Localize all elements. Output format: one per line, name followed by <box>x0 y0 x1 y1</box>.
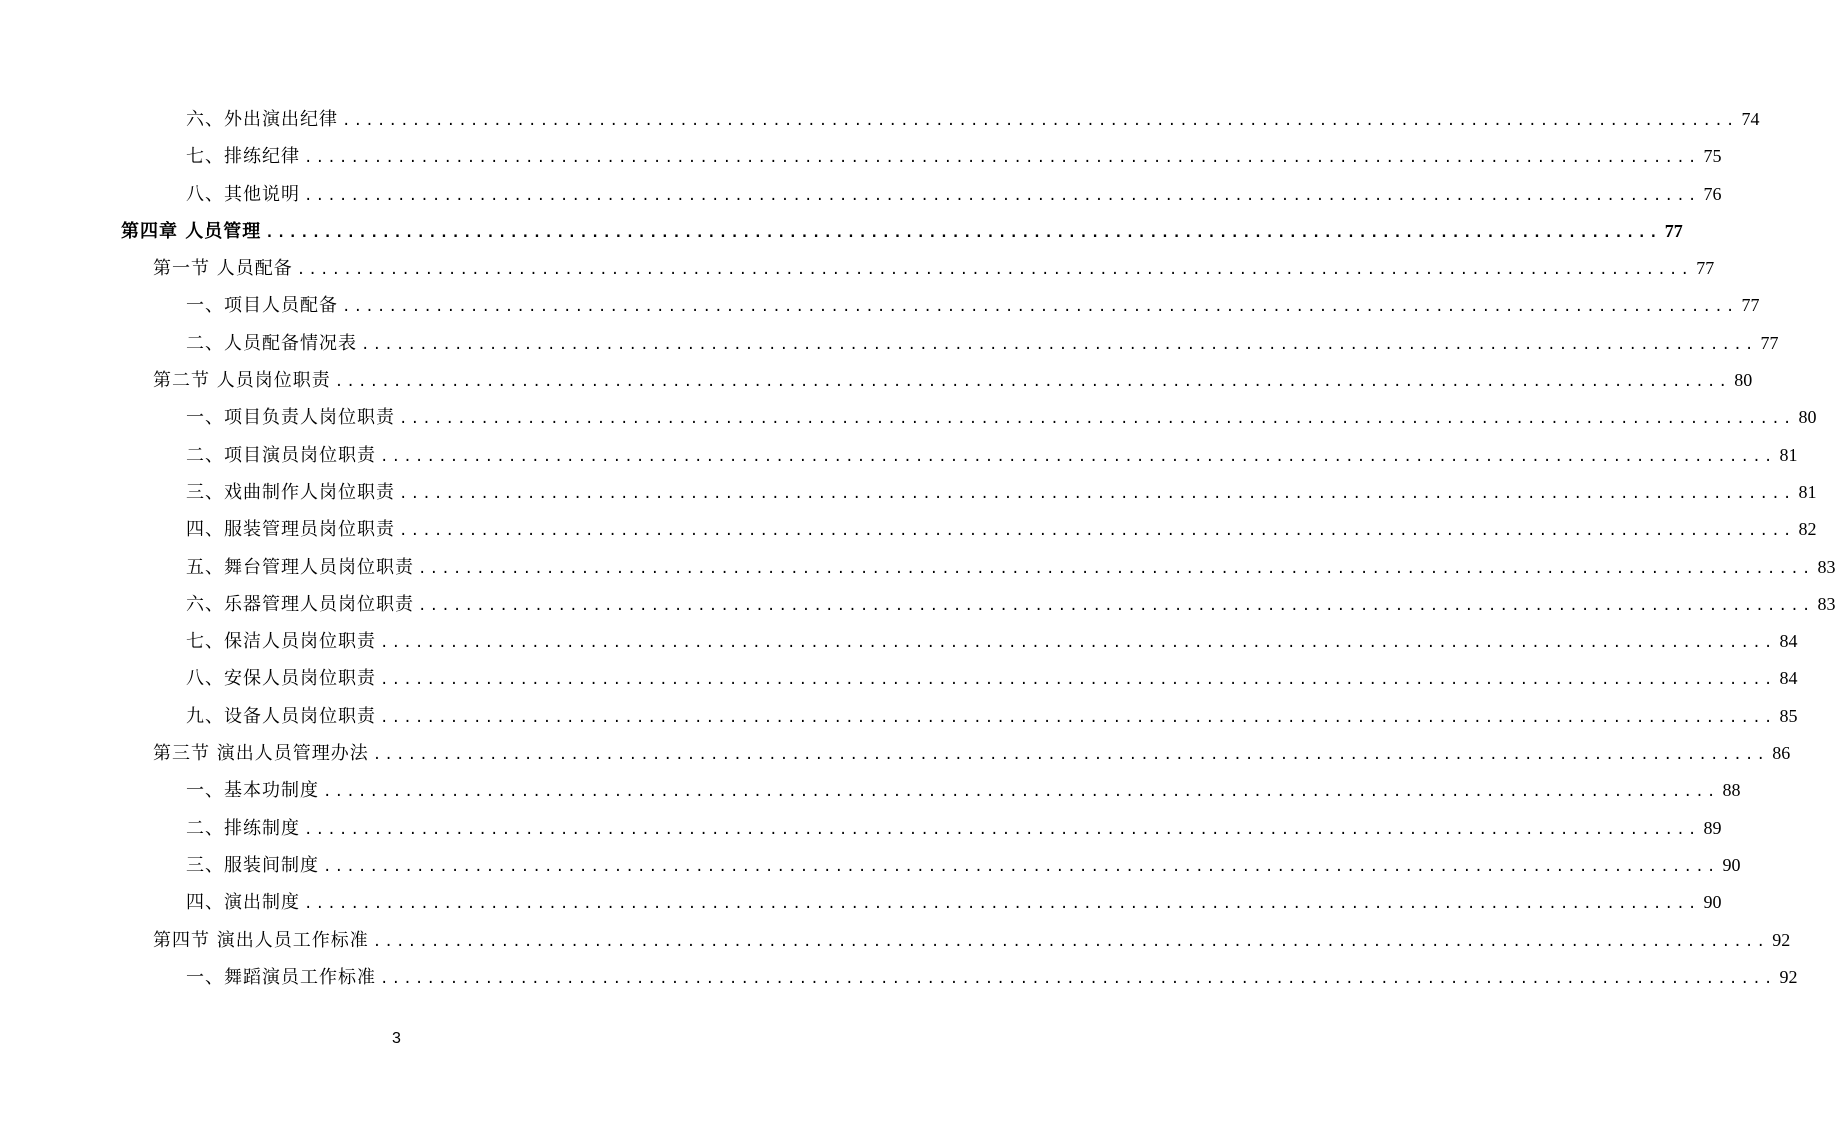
toc-entry-title: 八、其他说明 <box>186 183 300 205</box>
toc-entry-page-number: 77 <box>1664 220 1683 241</box>
toc-entry[interactable] <box>0 325 1779 362</box>
toc-entry-title: 二、人员配备情况表 <box>186 332 357 354</box>
toc-entry[interactable] <box>0 549 1835 586</box>
toc-dot-leader: ........................................................................................................................ <box>334 374 1731 391</box>
toc-entry[interactable] <box>0 884 1722 921</box>
toc-entry-page-number: 74 <box>1741 109 1760 129</box>
toc-dot-leader: ........................................................................................................................ <box>418 560 1814 577</box>
toc-entry[interactable] <box>0 399 1817 436</box>
toc-entry-page-number: 83 <box>1817 593 1835 614</box>
toc-entry-title: 一、项目负责人岗位职责 <box>186 407 395 429</box>
toc-entry-page-number: 77 <box>1760 332 1779 353</box>
toc-entry-page-number: 84 <box>1779 631 1798 652</box>
toc-entry-title: 一、舞蹈演员工作标准 <box>186 966 376 988</box>
toc-entry-title: 四、服装管理员岗位职责 <box>186 519 395 541</box>
toc-dot-leader: ........................................................................................................................ <box>380 448 1776 465</box>
toc-entry-title: 二、排练制度 <box>186 817 300 839</box>
toc-dot-leader: ........................................................................................................................ <box>372 933 1769 950</box>
toc-entry[interactable] <box>0 735 1791 772</box>
toc-entry[interactable] <box>0 810 1722 847</box>
toc-entry-title: 第四节 演出人员工作标准 <box>153 929 369 951</box>
toc-dot-leader: ........................................................................................................................ <box>380 635 1776 652</box>
toc-entry-page-number: 82 <box>1798 519 1817 540</box>
toc-entry-page-number: 88 <box>1722 780 1741 801</box>
toc-dot-leader: ........................................................................................................................ <box>342 113 1738 129</box>
toc-dot-leader: ........................................................................................................................ <box>304 821 1700 838</box>
toc-entry-title: 第三节 演出人员管理办法 <box>153 743 369 765</box>
toc-entry-title: 第四章 人员管理 <box>121 220 262 242</box>
toc-entry[interactable] <box>0 698 1798 735</box>
toc-entry-title: 三、服装间制度 <box>186 854 319 876</box>
toc-entry-page-number: 90 <box>1722 854 1741 875</box>
toc-dot-leader: ........................................................................................................................ <box>399 485 1795 502</box>
toc-entry-title: 七、保洁人员岗位职责 <box>186 631 376 653</box>
toc-entry[interactable] <box>0 287 1760 324</box>
page-number: 3 <box>392 1030 401 1047</box>
toc-dot-leader: ........................................................................................................................ <box>296 262 1693 279</box>
toc-entry-page-number: 75 <box>1703 146 1722 167</box>
toc-entry-page-number: 92 <box>1772 929 1791 950</box>
table-of-contents <box>0 101 1835 996</box>
toc-entry-title: 六、外出演出纪律 <box>186 109 338 130</box>
toc-entry[interactable] <box>0 511 1817 548</box>
toc-entry-title: 三、戏曲制作人岗位职责 <box>186 481 395 503</box>
toc-entry[interactable] <box>0 474 1817 511</box>
toc-entry-title: 九、设备人员岗位职责 <box>186 705 376 727</box>
toc-entry[interactable] <box>0 101 1760 138</box>
toc-entry-page-number: 83 <box>1817 556 1835 577</box>
toc-dot-leader: ........................................................................................................................ <box>372 747 1769 764</box>
toc-entry-title: 一、基本功制度 <box>186 780 319 802</box>
toc-entry-page-number: 77 <box>1741 295 1760 316</box>
toc-entry[interactable] <box>0 772 1741 809</box>
toc-entry-title: 五、舞台管理人员岗位职责 <box>186 556 414 578</box>
toc-dot-leader: ........................................................................................................................ <box>304 187 1700 204</box>
toc-entry-title: 第二节 人员岗位职责 <box>153 370 331 392</box>
toc-entry[interactable] <box>0 213 1683 250</box>
toc-entry[interactable] <box>0 437 1798 474</box>
toc-dot-leader: ........................................................................................................................ <box>399 411 1795 428</box>
toc-entry-page-number: 90 <box>1703 892 1722 913</box>
toc-dot-leader: ........................................................................................................................ <box>304 896 1700 913</box>
toc-entry-title: 四、演出制度 <box>186 892 300 914</box>
toc-dot-leader: ........................................................................................................................ <box>399 523 1795 540</box>
toc-entry-page-number: 86 <box>1772 743 1791 764</box>
toc-dot-leader: ........................................................................................................................ <box>418 597 1814 614</box>
toc-entry-page-number: 76 <box>1703 183 1722 204</box>
toc-entry[interactable] <box>0 250 1715 287</box>
toc-entry[interactable] <box>0 623 1798 660</box>
toc-entry-page-number: 85 <box>1779 705 1798 726</box>
toc-dot-leader: ........................................................................................................................ <box>342 299 1738 316</box>
toc-entry[interactable] <box>0 138 1722 175</box>
toc-entry-title: 七、排练纪律 <box>186 146 300 168</box>
toc-entry-page-number: 81 <box>1779 444 1798 465</box>
toc-entry[interactable] <box>0 362 1753 399</box>
toc-dot-leader: ........................................................................................................................ <box>304 150 1700 167</box>
toc-entry-page-number: 92 <box>1779 966 1798 987</box>
toc-entry[interactable] <box>0 586 1835 623</box>
toc-entry[interactable] <box>0 176 1722 213</box>
toc-entry[interactable] <box>0 847 1741 884</box>
toc-entry[interactable] <box>0 660 1798 697</box>
toc-entry-page-number: 77 <box>1696 258 1715 279</box>
toc-entry-title: 第一节 人员配备 <box>153 258 293 280</box>
toc-entry[interactable] <box>0 959 1798 996</box>
toc-entry-page-number: 84 <box>1779 668 1798 689</box>
toc-entry-page-number: 81 <box>1798 481 1817 502</box>
toc-dot-leader: ........................................................................................................................ <box>380 672 1776 689</box>
toc-dot-leader: ........................................................................................................................ <box>323 784 1719 801</box>
toc-entry-page-number: 89 <box>1703 817 1722 838</box>
toc-entry-page-number: 80 <box>1798 407 1817 428</box>
toc-entry-title: 六、乐器管理人员岗位职责 <box>186 593 414 615</box>
toc-dot-leader: ........................................................................................................................ <box>380 709 1776 726</box>
toc-dot-leader: ........................................................................................................................ <box>380 970 1776 987</box>
toc-dot-leader: ........................................................................................................................ <box>323 858 1719 875</box>
toc-dot-leader: ........................................................................................................................ <box>265 224 1661 241</box>
toc-entry[interactable] <box>0 922 1791 959</box>
toc-entry-title: 二、项目演员岗位职责 <box>186 444 376 466</box>
toc-dot-leader: ........................................................................................................................ <box>361 336 1757 353</box>
toc-entry-title: 一、项目人员配备 <box>186 295 338 317</box>
toc-entry-title: 八、安保人员岗位职责 <box>186 668 376 690</box>
toc-entry-page-number: 80 <box>1734 370 1753 391</box>
